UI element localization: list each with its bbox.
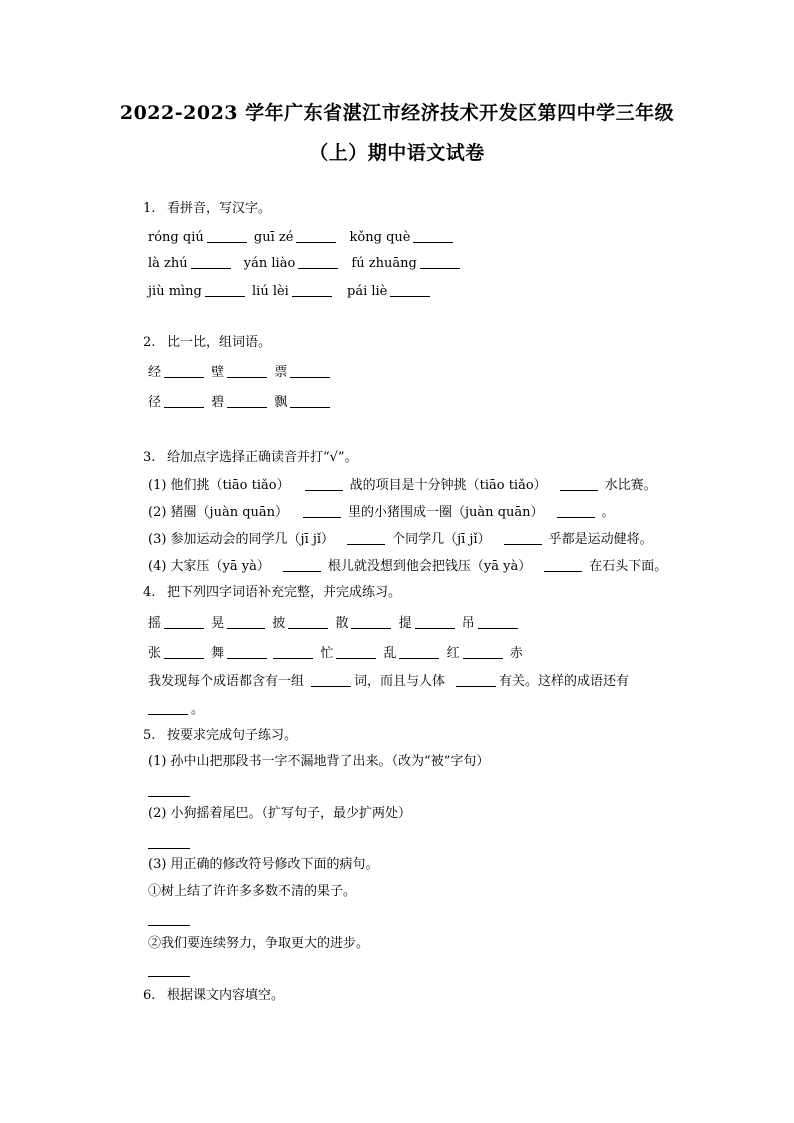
q4-row-2 — [148, 644, 523, 663]
answer-blank[interactable] — [164, 393, 204, 408]
q4-discovery — [148, 672, 629, 691]
character: 赤 — [509, 646, 523, 661]
answer-blank[interactable] — [456, 672, 496, 687]
answer-blank[interactable] — [504, 530, 542, 545]
answer-blank[interactable] — [560, 476, 598, 491]
question-4-heading — [143, 584, 401, 602]
answer-blank[interactable] — [415, 614, 455, 629]
question-number: 6. — [143, 988, 156, 1003]
q3-sentence-1 — [148, 476, 657, 495]
question-number: 3. — [143, 450, 156, 465]
question-number: 4. — [143, 585, 156, 600]
character: 披 — [272, 616, 286, 631]
sentence-part: 水比赛。 — [604, 478, 657, 493]
pinyin: kǒng què — [349, 230, 411, 245]
question-text: 看拼音，写汉字。 — [167, 201, 272, 216]
answer-blank[interactable] — [290, 393, 330, 408]
character: 吊 — [461, 616, 475, 631]
pinyin: guī zé — [253, 230, 294, 245]
q4-row-1 — [148, 614, 521, 633]
question-3-heading — [143, 449, 358, 467]
sentence-part: (3) 参加运动会的同学几（jī jǐ） — [148, 532, 335, 547]
answer-blank[interactable] — [207, 228, 247, 243]
question-text: 比一比，组词语。 — [167, 335, 272, 350]
answer-blank[interactable] — [351, 614, 391, 629]
character: 张 — [148, 646, 162, 661]
sentence-part: 。 — [601, 505, 615, 520]
answer-blank[interactable] — [347, 530, 385, 545]
sentence-part: 里的小猪围成一圈（juàn quān） — [348, 505, 544, 520]
pinyin: yán liào — [243, 256, 296, 271]
answer-blank[interactable] — [296, 228, 336, 243]
answer-blank[interactable] — [273, 644, 313, 659]
question-number: 1. — [143, 201, 156, 216]
sentence-part: 在石头下面。 — [589, 559, 668, 574]
question-text: 按要求完成句子练习。 — [167, 728, 298, 743]
answer-blank[interactable] — [227, 614, 265, 629]
q3-sentence-3 — [148, 530, 653, 549]
character: 乱 — [383, 646, 397, 661]
answer-line[interactable] — [148, 848, 190, 849]
q4-discovery-end — [148, 700, 204, 719]
answer-blank[interactable] — [283, 557, 321, 572]
answer-blank[interactable] — [164, 614, 204, 629]
answer-blank[interactable] — [311, 672, 351, 687]
pinyin: là zhú — [148, 256, 188, 271]
sentence-part: 个同学几（jī jǐ） — [392, 532, 491, 547]
character: 壁 — [211, 365, 225, 380]
question-text: 把下列四字词语补充完整，并完成练习。 — [167, 585, 402, 600]
sentence-part: (4) 大家压（yā yà） — [148, 559, 270, 574]
pinyin: pái liè — [347, 284, 388, 299]
answer-blank[interactable] — [544, 557, 582, 572]
q3-sentence-4 — [148, 557, 667, 576]
answer-blank[interactable] — [292, 282, 332, 297]
answer-blank[interactable] — [336, 644, 376, 659]
sentence-part: 我发现每个成语都含有一组 — [148, 674, 305, 689]
character: 经 — [148, 365, 162, 380]
sentence-part: 战的项目是十分钟挑（tiāo tiǎo） — [349, 478, 547, 493]
character: 飘 — [274, 395, 288, 410]
sentence-part: 乎都是运动健将。 — [548, 532, 653, 547]
sentence-part: 词，而且与人体 — [354, 674, 446, 689]
answer-blank[interactable] — [191, 254, 231, 269]
answer-blank[interactable] — [390, 282, 430, 297]
pinyin: liú lèi — [252, 284, 289, 299]
character: 晃 — [211, 616, 225, 631]
q1-row-3 — [148, 282, 433, 301]
q5-sentence-3a: ①树上结了许许多多数不清的果子。 — [148, 884, 357, 899]
answer-blank[interactable] — [227, 393, 267, 408]
question-text: 根据课文内容填空。 — [167, 988, 285, 1003]
answer-line[interactable] — [148, 976, 190, 977]
q1-row-2 — [148, 254, 463, 273]
sentence-part: 根儿就没想到他会把钱压（yā yà） — [327, 559, 532, 574]
answer-blank[interactable] — [413, 228, 453, 243]
question-2-heading — [143, 334, 271, 352]
q2-row-2 — [148, 393, 333, 412]
character: 忙 — [320, 646, 334, 661]
character: 摇 — [148, 616, 162, 631]
answer-blank[interactable] — [148, 700, 188, 715]
answer-blank[interactable] — [288, 614, 328, 629]
character: 径 — [148, 395, 162, 410]
answer-blank[interactable] — [298, 254, 338, 269]
pinyin: jiù mìng — [148, 284, 202, 299]
character: 票 — [274, 365, 288, 380]
answer-blank[interactable] — [227, 644, 267, 659]
answer-blank[interactable] — [164, 363, 204, 378]
question-6-heading — [143, 987, 284, 1005]
character: 散 — [335, 616, 349, 631]
answer-blank[interactable] — [463, 644, 503, 659]
exam-title-line1: 2022-2023 学年广东省湛江市经济技术开发区第四中学三年级 — [119, 102, 675, 124]
q3-sentence-2 — [148, 503, 615, 522]
answer-blank[interactable] — [290, 363, 330, 378]
character: 舞 — [211, 646, 225, 661]
question-number: 5. — [143, 728, 156, 743]
q5-sentence-3: (3) 用正确的修改符号修改下面的病句。 — [148, 857, 379, 872]
q5-sentence-2: (2) 小狗摇着尾巴。（扩写句子，最少扩两处） — [148, 806, 412, 821]
exam-title-line2: （上）期中语文试卷 — [309, 142, 485, 164]
answer-blank[interactable] — [557, 503, 595, 518]
q2-row-1 — [148, 363, 333, 382]
answer-blank[interactable] — [420, 254, 460, 269]
pinyin: róng qiú — [148, 230, 204, 245]
answer-line[interactable] — [148, 796, 190, 797]
character: 提 — [398, 616, 412, 631]
character: 红 — [446, 646, 460, 661]
answer-blank[interactable] — [303, 503, 341, 518]
question-5-heading — [143, 727, 297, 745]
answer-blank[interactable] — [227, 363, 267, 378]
pinyin: fú zhuāng — [351, 256, 417, 271]
answer-line[interactable] — [148, 925, 190, 926]
q1-row-1 — [148, 228, 456, 247]
question-1-heading — [143, 200, 271, 218]
answer-blank[interactable] — [305, 476, 343, 491]
question-text: 给加点字选择正确读音并打“√”。 — [167, 450, 358, 465]
sentence-part: (1) 他们挑（tiāo tiǎo） — [148, 478, 290, 493]
q5-sentence-1: (1) 孙中山把那段书一字不漏地背了出来。（改为“被”字句） — [148, 754, 490, 769]
answer-blank[interactable] — [478, 614, 518, 629]
sentence-part: 。 — [191, 702, 205, 717]
sentence-part: 有关。这样的成语还有 — [499, 674, 630, 689]
answer-blank[interactable] — [399, 644, 439, 659]
character: 碧 — [211, 395, 225, 410]
answer-blank[interactable] — [205, 282, 245, 297]
question-number: 2. — [143, 335, 156, 350]
sentence-part: (2) 猪圈（juàn quān） — [148, 505, 289, 520]
answer-blank[interactable] — [164, 644, 204, 659]
q5-sentence-3b: ②我们要连续努力，争取更大的进步。 — [148, 936, 370, 951]
